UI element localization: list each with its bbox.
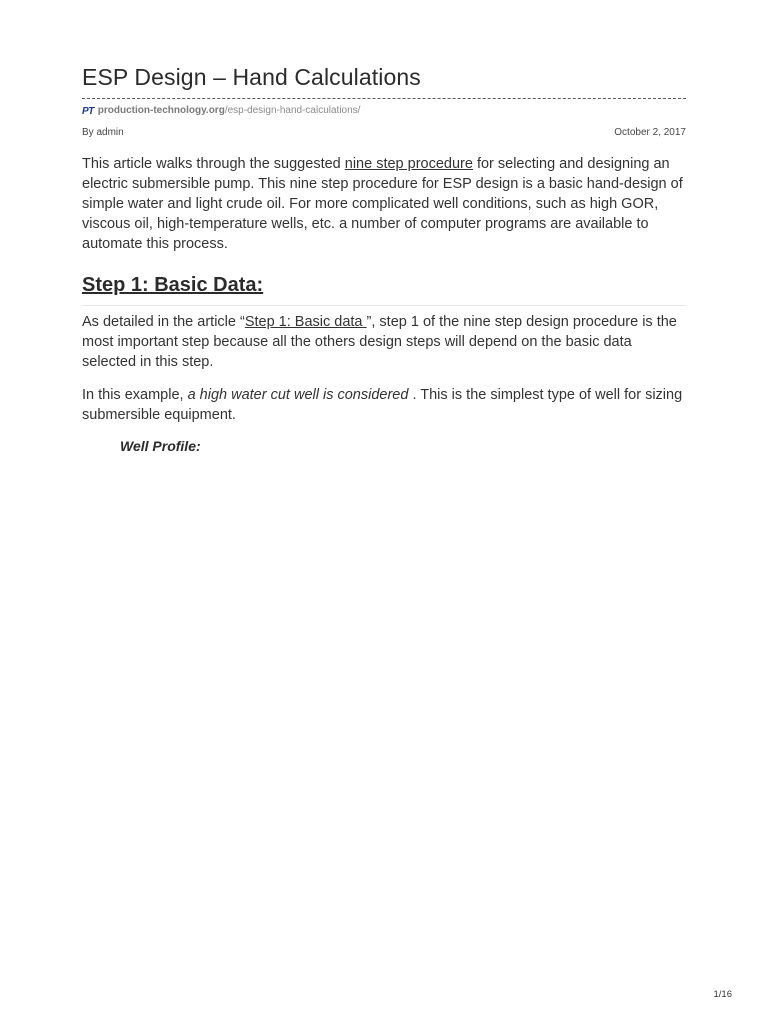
example-text-before: In this example, — [82, 387, 188, 403]
title-divider — [82, 98, 686, 99]
nine-step-procedure-link[interactable]: nine step procedure — [344, 156, 473, 172]
intro-text-after: for selecting and designing an electric submersible pump. This nine step procedure for ESP design is a basic hand-design of simple water and light crude oil. For more complicated well conditions, such as high GOR, viscous oil, high-temperature wells, etc. a number of computer programs are available to automate this process. — [82, 156, 683, 252]
step1-heading: Step 1: Basic Data: — [82, 274, 264, 296]
heading-divider — [82, 305, 686, 306]
page-number: 1/16 — [713, 989, 732, 1000]
source-url[interactable] — [82, 104, 360, 117]
byline-row — [82, 127, 686, 138]
example-emphasis: a high water cut well is considered — [187, 387, 409, 403]
source-domain: production-technology.org — [97, 105, 225, 116]
example-text-after: . This is the simplest type of well for sizing submersible equipment. — [82, 387, 683, 423]
site-logo-icon: PT — [82, 106, 94, 117]
step1-basic-data-link[interactable]: Step 1: Basic data — [244, 314, 367, 330]
intro-text-before: This article walks through the suggested — [82, 156, 345, 172]
step1-text-after: ”, step 1 of the nine step design procedure is the most important step because all the others design steps will depend on the basic data selected in this step. — [82, 314, 677, 370]
well-profile-label: Well Profile: — [120, 438, 201, 454]
step1-text-before: As detailed in the article “ — [82, 314, 245, 330]
step1-paragraph — [82, 312, 686, 372]
source-path: /esp-design-hand-calculations/ — [224, 105, 361, 116]
author: By admin — [82, 127, 124, 138]
intro-section — [82, 154, 686, 254]
example-paragraph — [82, 385, 686, 425]
publish-date: October 2, 2017 — [614, 127, 686, 138]
intro-paragraph — [82, 154, 686, 254]
page-title: ESP Design – Hand Calculations — [82, 64, 421, 90]
